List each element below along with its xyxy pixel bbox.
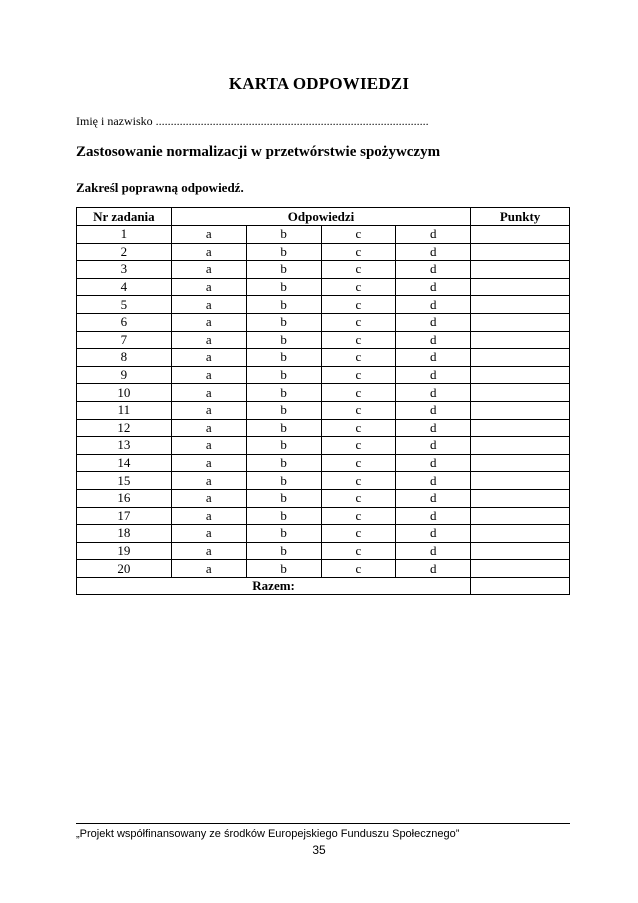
- answer-option-b[interactable]: b: [246, 437, 321, 455]
- question-number: 13: [77, 437, 172, 455]
- question-number: 12: [77, 419, 172, 437]
- answer-option-a[interactable]: a: [171, 243, 246, 261]
- table-row: [77, 226, 570, 244]
- answer-option-b[interactable]: b: [246, 401, 321, 419]
- points-cell: [471, 542, 570, 560]
- table-row: [77, 313, 570, 331]
- footer-divider: [76, 823, 570, 824]
- answer-option-d[interactable]: d: [396, 296, 471, 314]
- table-row: [77, 401, 570, 419]
- points-cell: [471, 525, 570, 543]
- answer-option-d[interactable]: d: [396, 401, 471, 419]
- answer-option-d[interactable]: d: [396, 507, 471, 525]
- answer-option-d[interactable]: d: [396, 226, 471, 244]
- table-row: [77, 278, 570, 296]
- question-number: 16: [77, 489, 172, 507]
- table-row: [77, 331, 570, 349]
- question-number: 8: [77, 349, 172, 367]
- answer-option-d[interactable]: d: [396, 419, 471, 437]
- answer-option-b[interactable]: b: [246, 419, 321, 437]
- answer-option-b[interactable]: b: [246, 507, 321, 525]
- points-cell: [471, 313, 570, 331]
- answer-option-a[interactable]: a: [171, 226, 246, 244]
- table-row: [77, 542, 570, 560]
- answer-option-b[interactable]: b: [246, 261, 321, 279]
- table-row: [77, 384, 570, 402]
- table-row: [77, 454, 570, 472]
- answer-option-c[interactable]: c: [321, 296, 396, 314]
- answer-option-c[interactable]: c: [321, 278, 396, 296]
- answer-option-c[interactable]: c: [321, 489, 396, 507]
- answer-option-d[interactable]: d: [396, 560, 471, 578]
- table-row: [77, 472, 570, 490]
- answer-table: [76, 207, 570, 595]
- header-nr: Nr zadania: [77, 208, 172, 226]
- table-header-row: [77, 208, 570, 226]
- points-cell: [471, 419, 570, 437]
- table-row: [77, 419, 570, 437]
- answer-option-d[interactable]: d: [396, 542, 471, 560]
- answer-option-b[interactable]: b: [246, 542, 321, 560]
- header-points: Punkty: [471, 208, 570, 226]
- page-number: 35: [312, 843, 326, 857]
- subject-heading: Zastosowanie normalizacji w przetwórstwie spożywczym: [76, 144, 441, 160]
- answer-option-d[interactable]: d: [396, 384, 471, 402]
- table-row: [77, 560, 570, 578]
- question-number: 18: [77, 525, 172, 543]
- answer-option-b[interactable]: b: [246, 278, 321, 296]
- answer-option-c[interactable]: c: [321, 243, 396, 261]
- answer-option-d[interactable]: d: [396, 243, 471, 261]
- answer-option-b[interactable]: b: [246, 331, 321, 349]
- answer-option-a[interactable]: a: [171, 472, 246, 490]
- question-number: 3: [77, 261, 172, 279]
- question-number: 17: [77, 507, 172, 525]
- answer-option-c[interactable]: c: [321, 542, 396, 560]
- points-cell: [471, 472, 570, 490]
- instruction-text: Zakreśl poprawną odpowiedź.: [76, 180, 244, 195]
- table-row: [77, 349, 570, 367]
- points-cell: [471, 349, 570, 367]
- table-row: [77, 437, 570, 455]
- answer-option-a[interactable]: a: [171, 313, 246, 331]
- footer-text: „Projekt współfinansowany ze środków Europejskiego Funduszu Społecznego”: [76, 828, 460, 840]
- points-cell: [471, 384, 570, 402]
- total-label: Razem:: [77, 577, 471, 595]
- answer-option-c[interactable]: c: [321, 226, 396, 244]
- answer-option-a[interactable]: a: [171, 489, 246, 507]
- answer-option-a[interactable]: a: [171, 560, 246, 578]
- answer-option-d[interactable]: d: [396, 437, 471, 455]
- answer-option-b[interactable]: b: [246, 489, 321, 507]
- question-number: 14: [77, 454, 172, 472]
- table-row: [77, 366, 570, 384]
- answer-option-c[interactable]: c: [321, 366, 396, 384]
- answer-option-b[interactable]: b: [246, 472, 321, 490]
- answer-option-d[interactable]: d: [396, 489, 471, 507]
- answer-option-c[interactable]: c: [321, 331, 396, 349]
- answer-option-c[interactable]: c: [321, 349, 396, 367]
- answer-option-a[interactable]: a: [171, 296, 246, 314]
- question-number: 6: [77, 313, 172, 331]
- points-cell: [471, 331, 570, 349]
- points-cell: [471, 560, 570, 578]
- points-cell: [471, 226, 570, 244]
- answer-option-a[interactable]: a: [171, 507, 246, 525]
- page-title: KARTA ODPOWIEDZI: [228, 74, 410, 93]
- answer-option-c[interactable]: c: [321, 437, 396, 455]
- answer-option-c[interactable]: c: [321, 419, 396, 437]
- table-row: [77, 243, 570, 261]
- points-cell: [471, 437, 570, 455]
- points-cell: [471, 261, 570, 279]
- answer-option-a[interactable]: a: [171, 331, 246, 349]
- answer-option-d[interactable]: d: [396, 472, 471, 490]
- answer-option-a[interactable]: a: [171, 366, 246, 384]
- answer-option-b[interactable]: b: [246, 384, 321, 402]
- answer-option-c[interactable]: c: [321, 472, 396, 490]
- question-number: 4: [77, 278, 172, 296]
- table-row: [77, 296, 570, 314]
- points-cell: [471, 454, 570, 472]
- answer-option-d[interactable]: d: [396, 454, 471, 472]
- question-number: 15: [77, 472, 172, 490]
- total-points-cell: [471, 577, 570, 595]
- answer-option-c[interactable]: c: [321, 454, 396, 472]
- answer-option-d[interactable]: d: [396, 278, 471, 296]
- header-answers: Odpowiedzi: [171, 208, 470, 226]
- answer-option-a[interactable]: a: [171, 542, 246, 560]
- answer-option-d[interactable]: d: [396, 313, 471, 331]
- answer-option-d[interactable]: d: [396, 261, 471, 279]
- points-cell: [471, 401, 570, 419]
- answer-option-c[interactable]: c: [321, 525, 396, 543]
- answer-option-a[interactable]: a: [171, 278, 246, 296]
- question-number: 5: [77, 296, 172, 314]
- answer-option-a[interactable]: a: [171, 384, 246, 402]
- points-cell: [471, 507, 570, 525]
- answer-option-c[interactable]: c: [321, 313, 396, 331]
- points-cell: [471, 278, 570, 296]
- table-row: [77, 507, 570, 525]
- points-cell: [471, 366, 570, 384]
- answer-option-c[interactable]: c: [321, 401, 396, 419]
- answer-option-b[interactable]: b: [246, 454, 321, 472]
- answer-option-a[interactable]: a: [171, 454, 246, 472]
- answer-option-b[interactable]: b: [246, 313, 321, 331]
- answer-option-d[interactable]: d: [396, 331, 471, 349]
- table-row: [77, 261, 570, 279]
- question-number: 10: [77, 384, 172, 402]
- points-cell: [471, 296, 570, 314]
- answer-option-b[interactable]: b: [246, 525, 321, 543]
- answer-option-a[interactable]: a: [171, 401, 246, 419]
- answer-option-a[interactable]: a: [171, 419, 246, 437]
- question-number: 9: [77, 366, 172, 384]
- question-number: 11: [77, 401, 172, 419]
- answer-option-a[interactable]: a: [171, 261, 246, 279]
- answer-option-c[interactable]: c: [321, 507, 396, 525]
- answer-option-a[interactable]: a: [171, 437, 246, 455]
- answer-option-a[interactable]: a: [171, 349, 246, 367]
- table-row: [77, 525, 570, 543]
- answer-option-b[interactable]: b: [246, 226, 321, 244]
- name-field-line: Imię i nazwisko ...........................................................................................: [76, 114, 429, 128]
- question-number: 7: [77, 331, 172, 349]
- points-cell: [471, 243, 570, 261]
- points-cell: [471, 489, 570, 507]
- answer-option-d[interactable]: d: [396, 366, 471, 384]
- answer-option-c[interactable]: c: [321, 560, 396, 578]
- answer-option-b[interactable]: b: [246, 349, 321, 367]
- question-number: 19: [77, 542, 172, 560]
- answer-option-b[interactable]: b: [246, 560, 321, 578]
- table-row: [77, 489, 570, 507]
- answer-option-d[interactable]: d: [396, 349, 471, 367]
- question-number: 1: [77, 226, 172, 244]
- total-row: [77, 577, 570, 595]
- answer-option-b[interactable]: b: [246, 296, 321, 314]
- answer-option-c[interactable]: c: [321, 384, 396, 402]
- question-number: 2: [77, 243, 172, 261]
- answer-option-d[interactable]: d: [396, 525, 471, 543]
- answer-option-c[interactable]: c: [321, 261, 396, 279]
- question-number: 20: [77, 560, 172, 578]
- answer-option-b[interactable]: b: [246, 366, 321, 384]
- answer-option-b[interactable]: b: [246, 243, 321, 261]
- answer-option-a[interactable]: a: [171, 525, 246, 543]
